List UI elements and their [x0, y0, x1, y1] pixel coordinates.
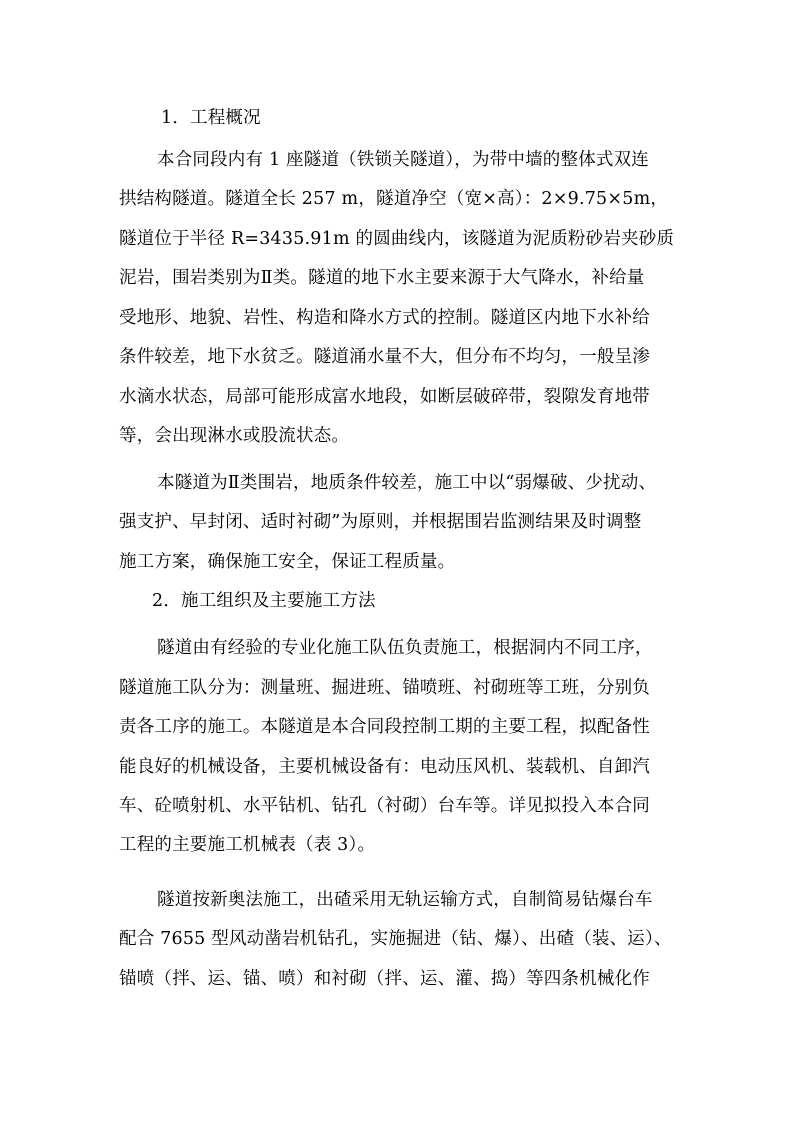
- paragraph-line: 配合 7655 型风动凿岩机钻孔，实施掘进（钻、爆）、出碴（装、运）、: [119, 929, 672, 949]
- paragraph-line: 本合同段内有 1 座隧道（铁锁关隧道），为带中墙的整体式双连: [157, 150, 650, 170]
- paragraph-line: 隧道由有经验的专业化施工队伍负责施工，根据洞内不同工序，: [157, 638, 653, 658]
- paragraph-line: 条件较差，地下水贫乏。隧道涌水量不大，但分布不均匀，一般呈渗: [119, 347, 650, 367]
- paragraph-line: 隧道施工队分为：测量班、掘进班、锚喷班、衬砌班等工班，分别负: [119, 678, 650, 698]
- paragraph-line: 受地形、地貌、岩性、构造和降水方式的控制。隧道区内地下水补给: [119, 308, 650, 328]
- paragraph-line: 水滴水状态，局部可能形成富水地段，如断层破碎带，裂隙发育地带: [119, 387, 650, 407]
- paragraph-line: 车、砼喷射机、水平钻机、钻孔（衬砌）台车等。详见拟投入本合同: [119, 796, 650, 816]
- paragraph-line: 拱结构隧道。隧道全长 257 m，隧道净空（宽×高）：2×9.75×5m，: [119, 189, 669, 209]
- paragraph-line: 强支护、早封闭、适时衬砌”为原则，并根据围岩监测结果及时调整: [119, 512, 642, 532]
- section-1-heading: 1．工程概况: [161, 108, 261, 128]
- paragraph-line: 工程的主要施工机械表（表 3）。: [119, 835, 376, 855]
- paragraph-line: 隧道位于半径 R=3435.91m 的圆曲线内，该隧道为泥质粉砂岩夹砂质: [119, 229, 675, 249]
- paragraph-line: 泥岩，围岩类别为Ⅱ类。隧道的地下水主要来源于大气降水，补给量: [119, 268, 645, 288]
- paragraph-line: 等，会出现淋水或股流状态。: [119, 426, 350, 446]
- paragraph-line: 施工方案，确保施工安全，保证工程质量。: [119, 552, 456, 572]
- paragraph-line: 隧道按新奥法施工，出碴采用无轨运输方式，自制简易钻爆台车: [157, 890, 653, 910]
- paragraph-line: 能良好的机械设备，主要机械设备有：电动压风机、装载机、自卸汽: [119, 757, 650, 777]
- paragraph-line: 锚喷（拌、运、锚、喷）和衬砌（拌、运、灌、捣）等四条机械化作: [119, 969, 650, 989]
- paragraph-line: 本隧道为Ⅱ类围岩，地质条件较差，施工中以“弱爆破、少扰动、: [157, 473, 657, 493]
- section-2-heading: 2．施工组织及主要施工方法: [152, 591, 376, 611]
- paragraph-line: 责各工序的施工。本隧道是本合同段控制工期的主要工程，拟配备性: [119, 717, 650, 737]
